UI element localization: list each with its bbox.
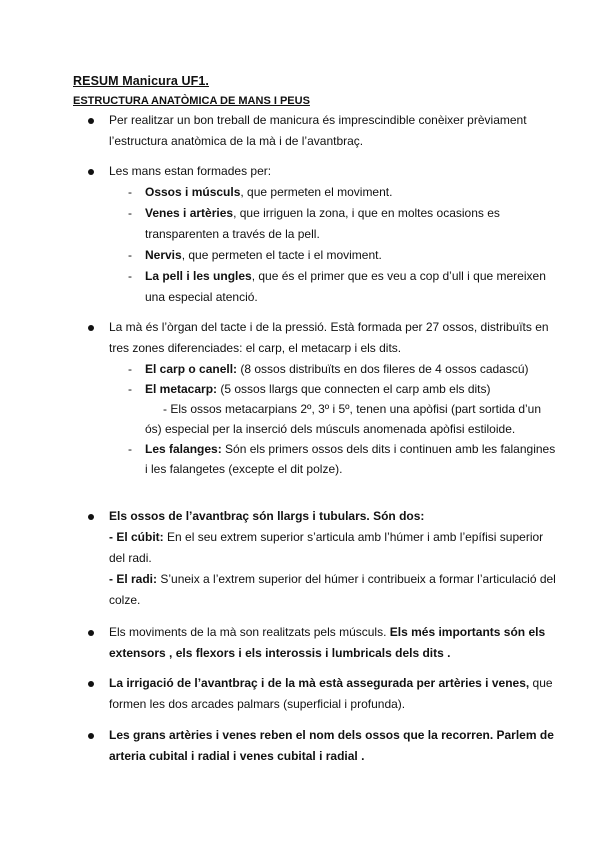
bullet-icon — [88, 630, 94, 636]
hands-bullet — [86, 161, 556, 182]
bullet-icon — [88, 681, 94, 687]
bullet-icon — [88, 514, 94, 520]
hand-organ-block — [86, 317, 556, 479]
radi-item — [86, 569, 556, 611]
cubit-rest: En el seu extrem superior s’articula amb l’húmer i amb l’epífisi superior del radi. — [109, 530, 544, 565]
hands-item-bold: Nervis — [145, 248, 182, 262]
dash-icon: - — [128, 269, 132, 283]
metacarp-item — [86, 379, 556, 399]
hands-heading: Les mans estan formades per: — [109, 164, 272, 178]
arteries-bold: Les grans artèries i venes reben el nom dels ossos que la recorren. Parlem de arteria cubital i radial i venes cubital i radial . — [109, 728, 554, 763]
falanges-item — [86, 439, 556, 479]
cubit-bold: - El cúbit: — [109, 530, 164, 544]
forearm-bullet — [86, 506, 556, 527]
hands-item — [86, 245, 556, 266]
radi-bold: - El radi: — [109, 572, 158, 586]
dash-icon: - — [128, 382, 132, 396]
irrigation-bullet — [86, 673, 556, 715]
metacarp-bold: El metacarp: — [145, 382, 218, 396]
movements-bullet — [86, 622, 556, 664]
intro-block — [86, 110, 556, 152]
metacarp-sub-text: - Els ossos metacarpians 2º, 3º i 5º, tenen una apòfisi (part sortida d’un ós) especial per la inserció dels músculs anomenada apòfisi estiloide. — [145, 402, 542, 436]
hands-item-bold: Ossos i músculs — [145, 185, 241, 199]
dash-icon: - — [128, 206, 132, 220]
bullet-icon — [88, 733, 94, 739]
radi-rest: S’uneix a l’extrem superior del húmer i contribueix a formar l’articulació del colze. — [109, 572, 556, 607]
hands-item — [86, 182, 556, 203]
hands-item-rest: , que permeten el moviment. — [240, 185, 393, 199]
bullet-icon — [88, 118, 94, 124]
falanges-rest: Són els primers ossos dels dits i continuen amb les falangines i les falangetes (excepte el dit polze). — [145, 442, 556, 476]
dash-icon: - — [128, 185, 132, 199]
arteries-block — [86, 725, 556, 767]
dash-icon: - — [128, 248, 132, 262]
movements-prefix: Els moviments de la mà son realitzats pels músculs. — [109, 625, 387, 639]
irrigation-bold: La irrigació de l’avantbraç i de la mà està assegurada per artèries i venes, — [109, 676, 530, 690]
dash-icon: - — [128, 362, 132, 376]
arteries-bullet — [86, 725, 556, 767]
carp-rest: (8 ossos distribuïts en dos fileres de 4 ossos cadascú) — [237, 362, 529, 376]
carp-bold: El carp o canell: — [145, 362, 238, 376]
carp-item — [86, 359, 556, 379]
irrigation-rest: que formen les dos arcades palmars (superficial i profunda). — [109, 676, 553, 711]
document-title: RESUM Manicura UF1. — [73, 74, 209, 88]
intro-text: Per realitzar un bon treball de manicura és imprescindible conèixer prèviament l’estructura anatòmica de la mà i de l’avantbraç. — [109, 113, 527, 148]
intro-bullet — [86, 110, 556, 152]
movements-bold: Els més importants són els extensors , els flexors i els interossis i lumbricals dels dits . — [109, 625, 546, 660]
hands-block — [86, 161, 556, 308]
falanges-bold: Les falanges: — [145, 442, 222, 456]
hands-item-rest: , que és el primer que es veu a cop d’ull i que mereixen una especial atenció. — [145, 269, 546, 304]
hands-item-bold: Venes i artèries — [145, 206, 234, 220]
bullet-icon — [88, 325, 94, 331]
metacarp-rest: (5 ossos llargs que connecten el carp amb els dits) — [217, 382, 491, 396]
forearm-block — [86, 506, 556, 611]
bullet-icon — [88, 169, 94, 175]
cubit-item — [86, 527, 556, 569]
irrigation-block — [86, 673, 556, 715]
section-subtitle: ESTRUCTURA ANATÒMICA DE MANS I PEUS — [73, 95, 310, 107]
hands-item-bold: La pell i les ungles — [145, 269, 252, 283]
hands-item — [86, 266, 556, 308]
forearm-heading: Els ossos de l’avantbraç són llargs i tubulars. Són dos: — [109, 509, 425, 523]
dash-icon: - — [128, 442, 132, 456]
movements-block — [86, 622, 556, 664]
hand-organ-bullet — [86, 317, 556, 359]
hand-organ-text: La mà és l’òrgan del tacte i de la pressió. Està formada per 27 ossos, distribuïts en tres zones diferenciades: el carp, el metacarp i els dits. — [109, 320, 549, 355]
metacarp-subitem — [86, 399, 556, 439]
hands-item-rest: , que permeten el tacte i el moviment. — [181, 248, 382, 262]
hands-item-rest: , que irriguen la zona, i que en moltes ocasions es transparenten a través de la pell. — [145, 206, 500, 241]
hands-item — [86, 203, 556, 245]
